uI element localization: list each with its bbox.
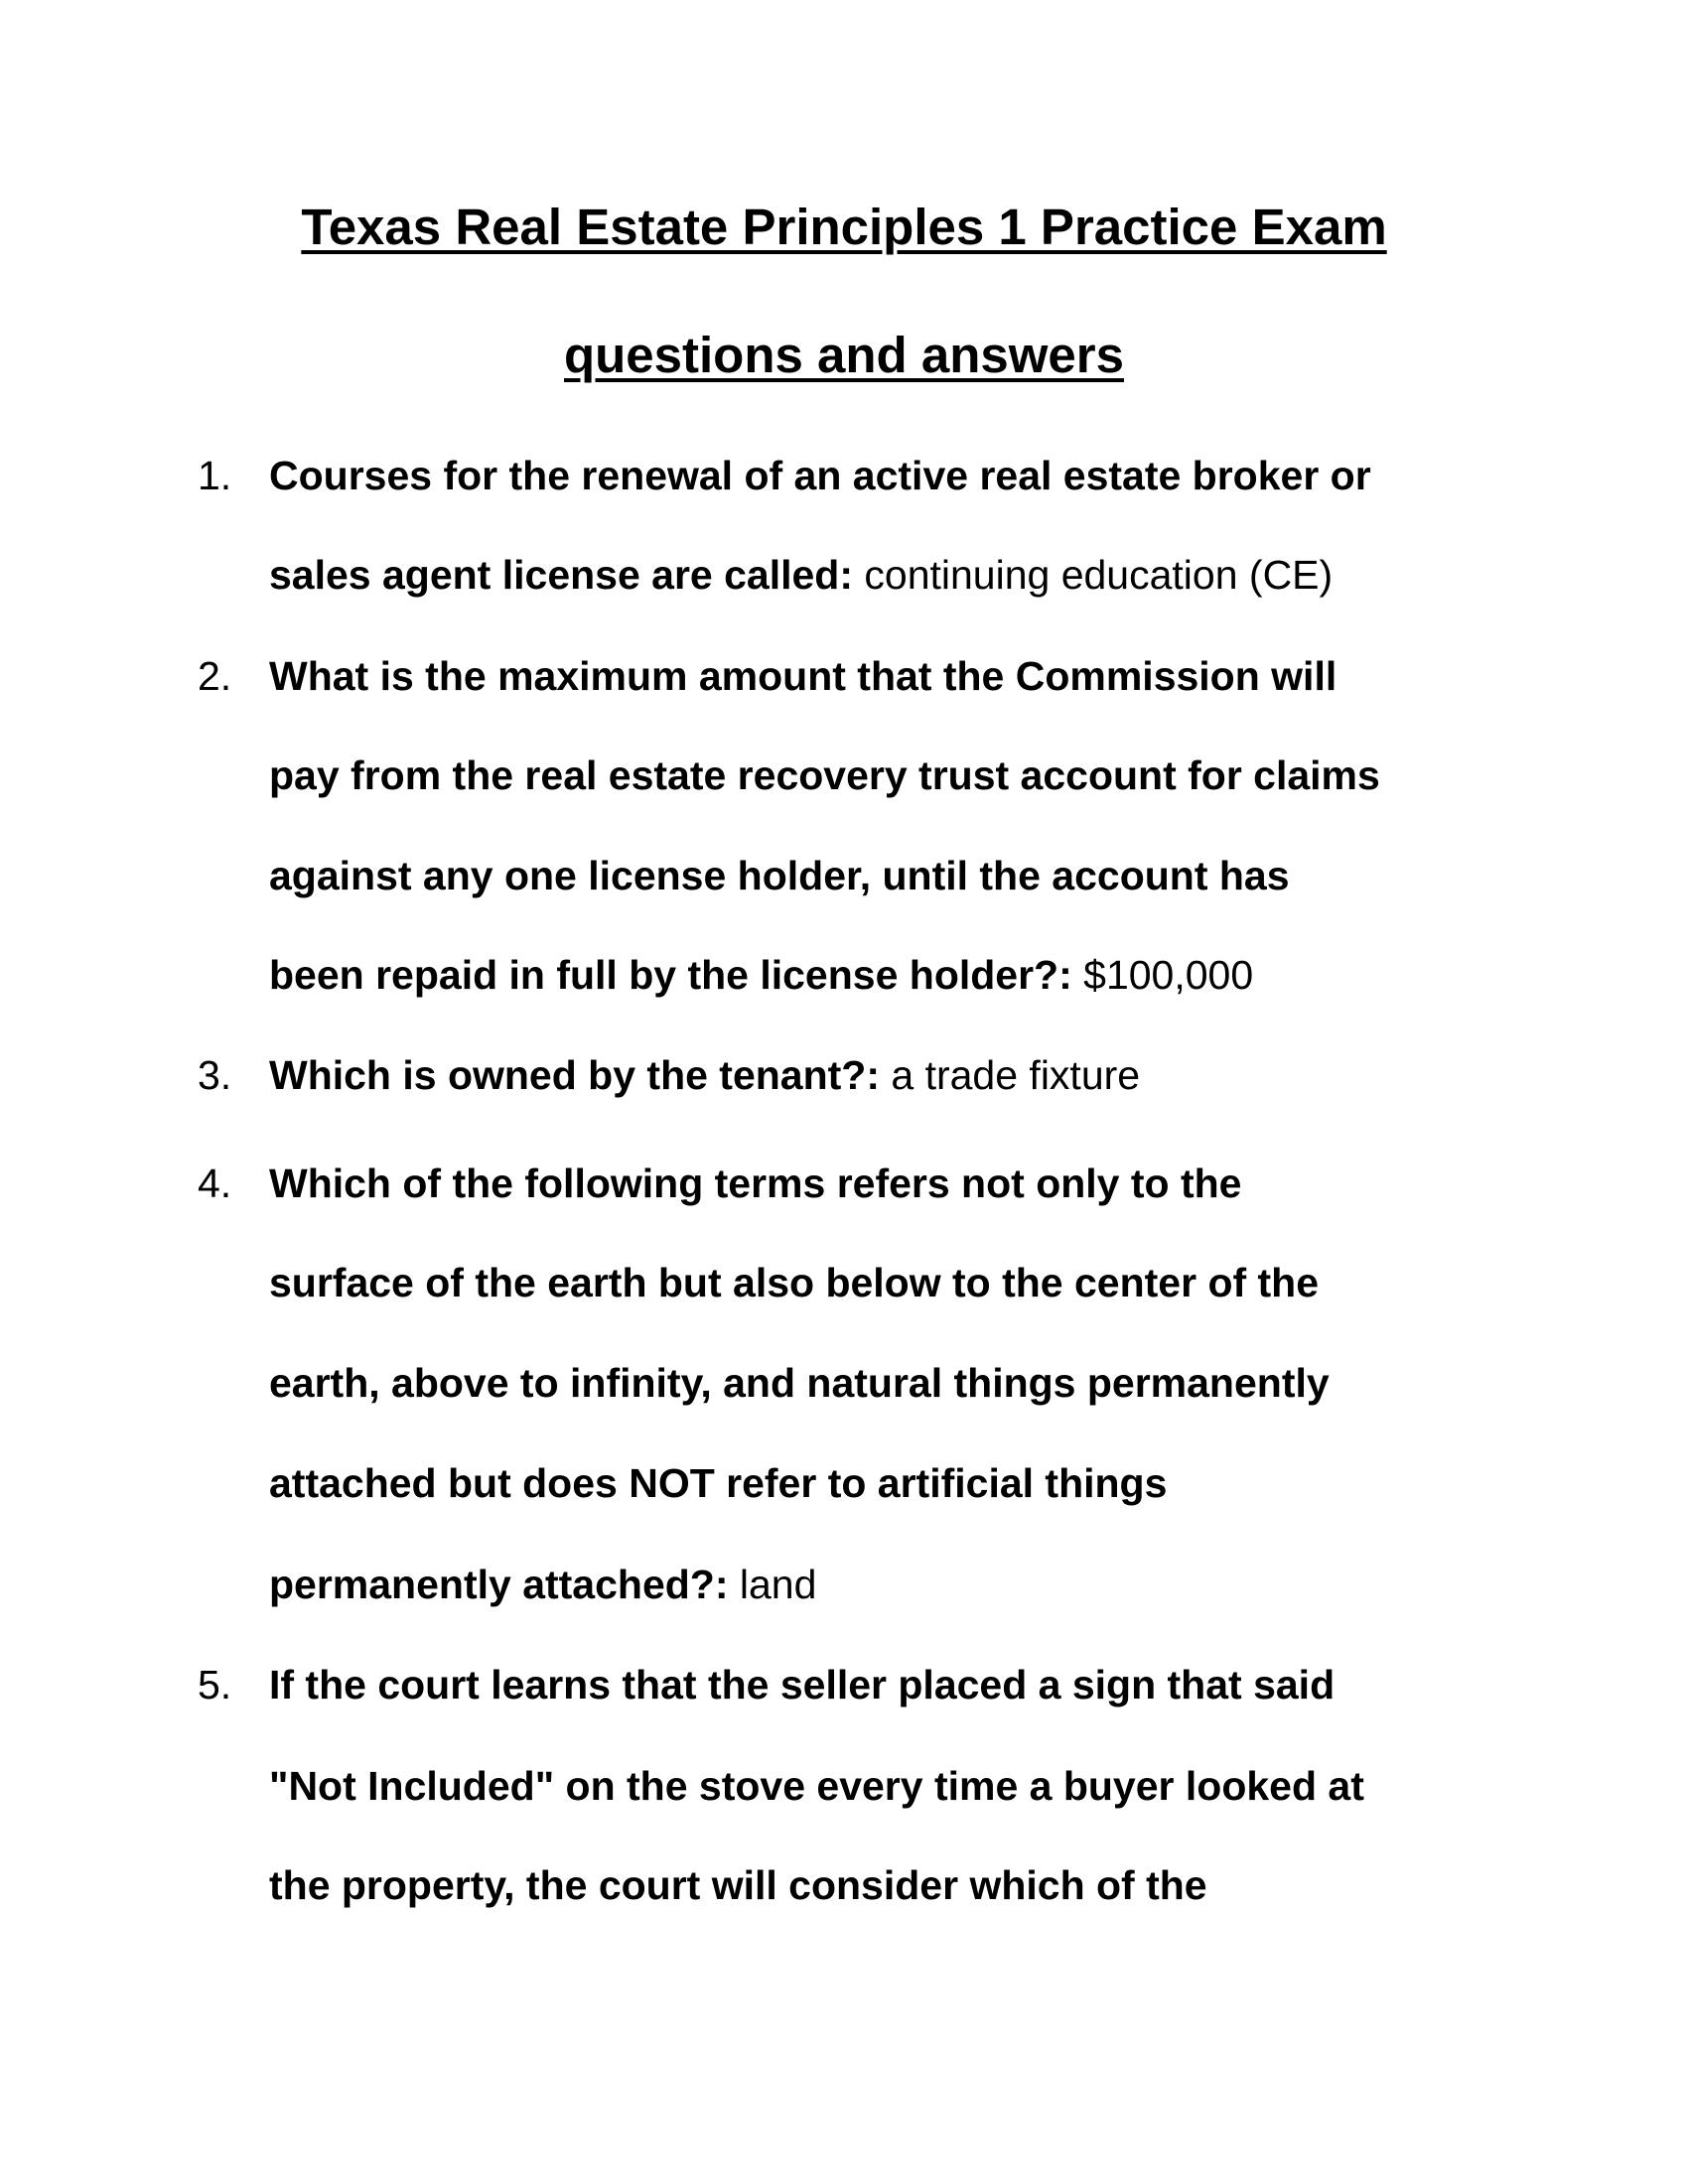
question-line xyxy=(269,1836,1207,1935)
item-number: 4. xyxy=(198,1160,232,1206)
question-line xyxy=(269,626,1336,726)
question-line xyxy=(269,426,1371,525)
answer-text: continuing education (CE) xyxy=(853,552,1334,598)
question-text: surface of the earth but also below to the center of the xyxy=(269,1260,1320,1305)
question-text: attached but does NOT refer to artificial things xyxy=(269,1460,1168,1506)
question-text: What is the maximum amount that the Commission will xyxy=(269,653,1337,699)
question-line xyxy=(269,1736,1364,1836)
document-title-line-1: Texas Real Estate Principles 1 Practice Exam xyxy=(301,199,1387,255)
question-text: been repaid in full by the license holder?: xyxy=(269,952,1072,998)
question-text: pay from the real estate recovery trust account for claims xyxy=(269,752,1380,798)
item-number: 3. xyxy=(198,1052,232,1098)
question-text: the property, the court will consider which of the xyxy=(269,1862,1207,1908)
question-line xyxy=(269,1433,1167,1533)
question-line xyxy=(269,925,1253,1024)
question-text: sales agent license are called: xyxy=(269,552,853,598)
question-line xyxy=(269,1535,816,1634)
question-line xyxy=(269,1333,1330,1433)
question-text: permanently attached?: xyxy=(269,1562,729,1607)
question-text: earth, above to infinity, and natural things permanently xyxy=(269,1360,1330,1406)
question-text: "Not Included" on the stove every time a buyer looked at xyxy=(269,1763,1364,1809)
question-line xyxy=(269,1025,1140,1125)
item-number: 2. xyxy=(198,653,232,699)
answer-text: a trade fixture xyxy=(880,1052,1141,1098)
question-text: Which of the following terms refers not only to the xyxy=(269,1160,1242,1206)
question-line xyxy=(269,726,1380,825)
question-line xyxy=(269,525,1333,624)
question-text: If the court learns that the seller placed a sign that said xyxy=(269,1662,1336,1707)
question-text: Which is owned by the tenant?: xyxy=(269,1052,880,1098)
question-line xyxy=(269,1635,1335,1734)
question-line xyxy=(269,1233,1319,1332)
item-number: 5. xyxy=(198,1662,232,1707)
question-line xyxy=(269,826,1290,925)
answer-text: land xyxy=(728,1562,817,1607)
document-title-line-2: questions and answers xyxy=(564,327,1124,383)
question-text: Courses for the renewal of an active real estate broker or xyxy=(269,453,1371,498)
question-text: against any one license holder, until the account has xyxy=(269,853,1290,898)
item-number: 1. xyxy=(198,453,232,498)
question-line xyxy=(269,1134,1241,1233)
answer-text: $100,000 xyxy=(1071,952,1254,998)
